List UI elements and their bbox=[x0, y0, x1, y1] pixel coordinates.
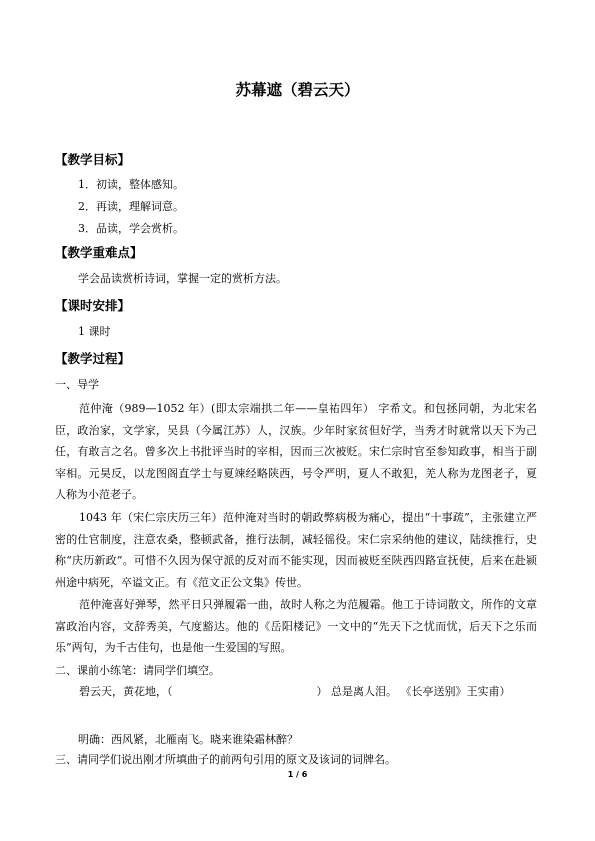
page-title: 苏幕遮（碧云天） bbox=[235, 81, 360, 99]
goal-item: 3．品读，学会赏析。 bbox=[78, 222, 184, 235]
goal-item: 2．再读，理解词意。 bbox=[78, 200, 184, 213]
heading-teaching-goals: 【教学目标】 bbox=[55, 152, 131, 167]
fill-blank-before: 碧云天，黄花地，（ bbox=[79, 685, 173, 698]
page-number: 1 / 6 bbox=[287, 770, 308, 779]
step-three-title: 三、请同学们说出刚才所填曲子的前两句引用的原文及该词的词牌名。 bbox=[55, 753, 396, 766]
fill-blank-exercise bbox=[55, 681, 537, 703]
difficulty-text: 学会品读赏析诗词，掌握一定的赏析方法。 bbox=[78, 272, 287, 285]
heading-schedule: 【课时安排】 bbox=[55, 298, 131, 313]
heading-teaching-process: 【教学过程】 bbox=[55, 351, 131, 366]
paragraph-biography: 范仲淹（989—1052 年）(即太宗端拱二年——皇祐四年） 字希文。和包拯同朝，为北宋名臣，政治家，文学家，吴县（今属江苏）人，汉族。少年时家贫但好学，当秀才时就常以天下为己任，有敢言之名。曾多次上书批评当时的宰相，因而三次被贬。宋仁宗时官至参知政事，相当于副宰相。元昊反，以龙图阁直学士与夏竦经略陕西，号令严明，夏人不敢犯，羌人称为龙图老子，夏人称为小范老子。 bbox=[55, 402, 537, 501]
fill-blank-after: ） 总是离人泪。 《长亭送别》王实甫） bbox=[316, 685, 511, 698]
heading-key-difficulties: 【教学重难点】 bbox=[55, 245, 143, 260]
schedule-text: 1 课时 bbox=[78, 325, 111, 338]
step-two-title: 二、课前小练笔：请同学们填空。 bbox=[55, 664, 220, 677]
paragraph-reform: 1043 年（宋仁宗庆历三年）范仲淹对当时的朝政弊病极为痛心，提出“十事疏”，主张建立严密的仕官制度，注意农桑，整顿武备，推行法制，减轻徭役。宋仁宗采纳他的建议，陆续推行，史称“庆历新政”。可惜不久因为保守派的反对而不能实现，因而被贬至陕西四路宣抚使，后来在赴颍州途中病死，卒谥文正。有《范文正公文集》传世。 bbox=[55, 511, 537, 589]
step-one-title: 一、导学 bbox=[55, 378, 99, 391]
paragraph-literature: 范仲淹喜好弹琴，然平日只弹履霜一曲，故时人称之为范履霜。他工于诗词散文，所作的文章富政治内容，文辞秀美，气度豁达。他的《岳阳楼记》一文中的“先天下之忧而忧，后天下之乐而乐”两句，为千古佳句，也是他一生爱国的写照。 bbox=[55, 598, 537, 654]
answer-text: 明确：西风紧，北雁南飞。晓来谁染霜林醉？ bbox=[78, 733, 298, 746]
goal-item: 1．初读，整体感知。 bbox=[78, 178, 184, 191]
